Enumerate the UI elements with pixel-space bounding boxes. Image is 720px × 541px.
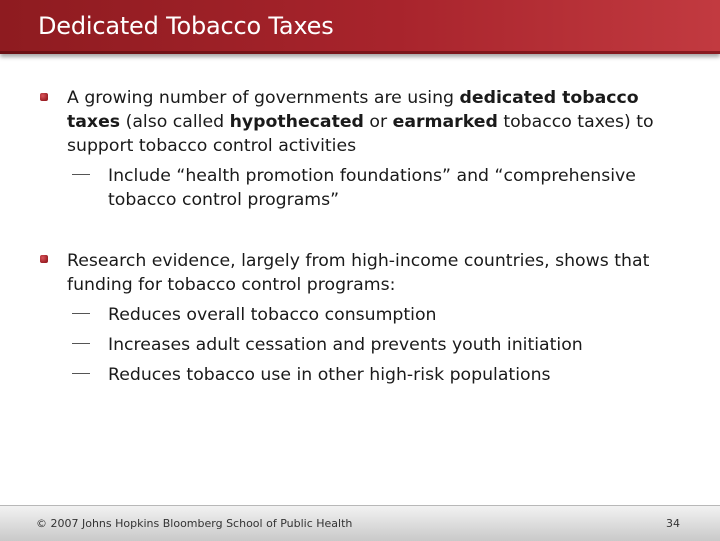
- sub-bullet-dash-icon: [72, 373, 90, 374]
- bullet-1-bold-hypothecated: hypothecated: [229, 112, 364, 132]
- title-bar: [0, 0, 720, 54]
- sub-bullet-2-2: Increases adult cessation and prevents youth initiation: [108, 335, 583, 355]
- footer-copyright: © 2007 Johns Hopkins Bloomberg School of Public Health: [36, 517, 353, 530]
- sub-bullet-dash-icon: [72, 174, 90, 175]
- sub-bullet-1-1: Include “health promotion foundations” and “comprehensive tobacco control programs”: [108, 166, 636, 210]
- footer-bar: [0, 505, 720, 541]
- bullet-1-text-post: tobacco taxes) to support tobacco control activities: [67, 112, 654, 156]
- bullet-1-text-mid2: or: [363, 112, 393, 132]
- bullet-marker-icon: [40, 93, 48, 101]
- bullet-marker-icon: [40, 255, 48, 263]
- bullet-1-text-mid1: (also called: [120, 112, 230, 132]
- sub-bullet-2-1: Reduces overall tobacco consumption: [108, 305, 437, 325]
- slide-title: Dedicated Tobacco Taxes: [38, 12, 334, 40]
- sub-bullet-dash-icon: [72, 343, 90, 344]
- page-number: 34: [666, 517, 680, 530]
- bullet-1: [67, 86, 682, 158]
- sub-bullet-dash-icon: [72, 313, 90, 314]
- bullet-1-text-pre: A growing number of governments are using: [67, 88, 460, 108]
- bullet-1-bold-dedicated: dedicated tobacco taxes: [67, 88, 639, 132]
- sub-bullet-2-3: Reduces tobacco use in other high-risk populations: [108, 365, 551, 385]
- bullet-2: Research evidence, largely from high-income countries, shows that funding for tobacco control programs:: [67, 251, 650, 295]
- bullet-1-bold-earmarked: earmarked: [392, 112, 498, 132]
